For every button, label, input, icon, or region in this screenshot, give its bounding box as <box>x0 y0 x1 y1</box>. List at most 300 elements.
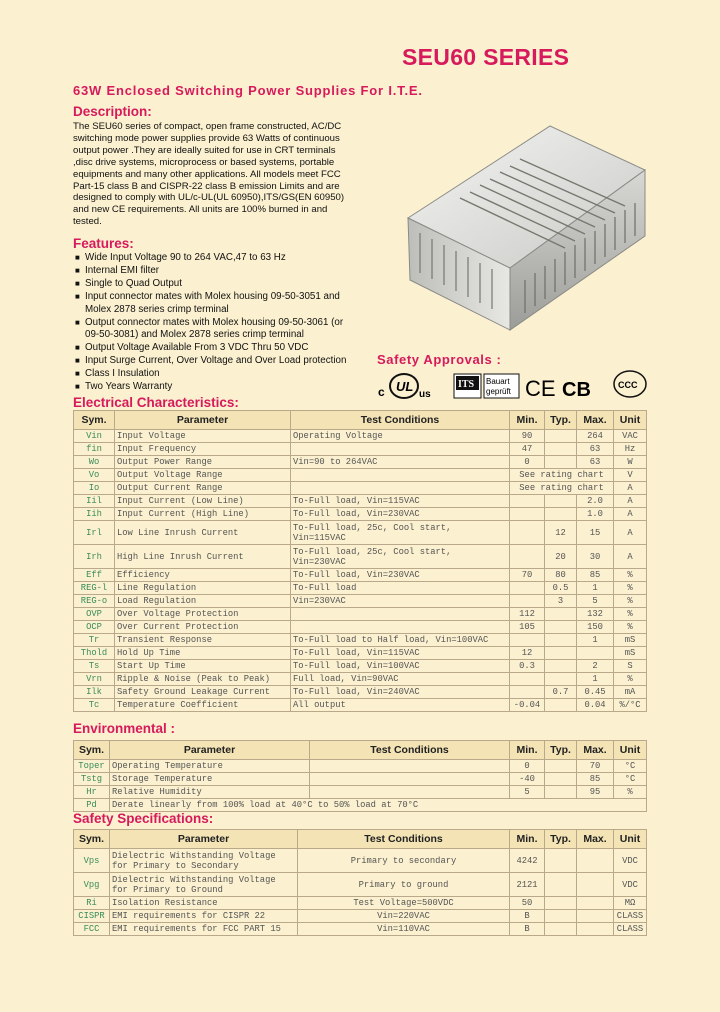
bauart-mark: Bauart <box>486 377 510 386</box>
table-cell: Input Current (High Line) <box>115 508 291 521</box>
table-cell: 20 <box>545 545 577 569</box>
table-cell: To-Full load, 25c, Cool start, Vin=230VAC <box>291 545 510 569</box>
table-cell: FCC <box>74 923 110 936</box>
its-mark: ITS <box>458 379 475 390</box>
description-line: designed to comply with UL/c-UL(UL 60950),ITS/GS(EN 60950) <box>73 192 345 204</box>
table-cell: Pd <box>74 799 110 812</box>
table-cell: To-Full load, Vin=230VAC <box>291 569 510 582</box>
table-row <box>74 495 647 508</box>
table-cell: 12 <box>545 521 577 545</box>
description-heading: Description: <box>73 104 152 119</box>
table-cell <box>577 897 614 910</box>
table-cell: Safety Ground Leakage Current <box>115 686 291 699</box>
column-header: Max. <box>577 411 614 430</box>
table-cell <box>577 849 614 873</box>
column-header: Max. <box>577 741 614 760</box>
table-row <box>74 634 647 647</box>
table-cell: Output Power Range <box>115 456 291 469</box>
table-cell: Over Current Protection <box>115 621 291 634</box>
table-cell: 1 <box>577 582 614 595</box>
description-line: ,disc drive systems, microprocess or based systems, portable <box>73 156 335 168</box>
table-cell <box>545 495 577 508</box>
table-header-row <box>74 830 647 849</box>
column-header: Sym. <box>74 741 110 760</box>
table-cell: °C <box>614 773 647 786</box>
column-header: Typ. <box>545 830 577 849</box>
table-cell <box>510 595 545 608</box>
table-cell: A <box>614 545 647 569</box>
electrical-table <box>73 410 647 712</box>
feature-text: Input connector mates with Molex housing 09-50-3051 and Molex 2878 series crimp terminal <box>85 290 340 315</box>
table-cell <box>545 634 577 647</box>
table-cell: 85 <box>577 569 614 582</box>
table-cell: Vpg <box>74 873 110 897</box>
table-cell: MΩ <box>614 897 647 910</box>
column-header: Unit <box>614 830 647 849</box>
table-cell: 2121 <box>510 873 545 897</box>
table-cell: Input Frequency <box>115 443 291 456</box>
feature-item <box>75 317 346 343</box>
table-header-row <box>74 411 647 430</box>
table-cell <box>577 923 614 936</box>
features-list <box>75 252 346 394</box>
cb-icon: CB <box>562 379 591 401</box>
table-cell: Dielectric Withstanding Voltage for Primary to Secondary <box>110 849 298 873</box>
table-cell: Low Line Inrush Current <box>115 521 291 545</box>
table-cell <box>545 673 577 686</box>
table-cell: Hr <box>74 786 110 799</box>
table-cell: 1 <box>577 673 614 686</box>
table-cell: mS <box>614 634 647 647</box>
bullet-icon: ■ <box>75 253 80 262</box>
feature-text: Output Voltage Available From 3 VDC Thru 50 VDC <box>85 342 309 354</box>
table-cell <box>510 686 545 699</box>
table-cell: Relative Humidity <box>110 786 310 799</box>
ccc-icon <box>614 371 646 397</box>
feature-text: Input Surge Current, Over Voltage and Over Load protection <box>85 355 347 367</box>
table-cell: See rating chart <box>510 482 614 495</box>
table-cell: REG-l <box>74 582 115 595</box>
table-cell: % <box>614 582 647 595</box>
table-row <box>74 799 647 812</box>
table-cell <box>545 873 577 897</box>
table-cell: A <box>614 495 647 508</box>
table-cell: B <box>510 910 545 923</box>
table-row <box>74 430 647 443</box>
description-line: switching mode power supplies provide 63 Watts of continuous <box>73 132 340 144</box>
table-cell: Start Up Time <box>115 660 291 673</box>
table-cell: OCP <box>74 621 115 634</box>
table-cell <box>310 773 510 786</box>
table-cell: Over Voltage Protection <box>115 608 291 621</box>
bullet-icon: ■ <box>75 356 80 366</box>
description-line: tested. <box>73 216 102 228</box>
table-cell: Vin=230VAC <box>291 595 510 608</box>
description-line: equipments and many other applications. All models meet FCC <box>73 168 341 180</box>
table-cell: Hz <box>614 443 647 456</box>
table-cell: Transient Response <box>115 634 291 647</box>
table-cell <box>545 773 577 786</box>
table-cell <box>510 582 545 595</box>
table-cell: 1 <box>577 634 614 647</box>
table-cell: Vin <box>74 430 115 443</box>
table-cell: % <box>614 786 647 799</box>
table-row <box>74 660 647 673</box>
feature-item <box>75 368 346 381</box>
table-cell: 95 <box>577 786 614 799</box>
table-cell <box>510 673 545 686</box>
table-cell <box>545 430 577 443</box>
table-cell <box>545 508 577 521</box>
table-cell: Eff <box>74 569 115 582</box>
table-cell: To-Full load, Vin=240VAC <box>291 686 510 699</box>
table-cell: Iil <box>74 495 115 508</box>
table-row <box>74 482 647 495</box>
description-line: output power .They are ideally suited for use in CRT terminals <box>73 144 336 156</box>
table-cell: 47 <box>510 443 545 456</box>
table-cell <box>291 482 510 495</box>
table-cell: 70 <box>577 760 614 773</box>
table-cell <box>545 647 577 660</box>
table-cell: -0.04 <box>510 699 545 712</box>
table-row <box>74 621 647 634</box>
table-cell: 90 <box>510 430 545 443</box>
table-cell <box>291 608 510 621</box>
table-cell: 105 <box>510 621 545 634</box>
c-mark: c <box>378 385 385 399</box>
table-cell: To-Full load, Vin=115VAC <box>291 495 510 508</box>
table-row <box>74 521 647 545</box>
feature-item <box>75 355 346 368</box>
safety-approvals-heading: Safety Approvals : <box>377 352 502 367</box>
table-cell: Isolation Resistance <box>110 897 298 910</box>
table-cell: Ilk <box>74 686 115 699</box>
table-row <box>74 686 647 699</box>
table-cell: Tstg <box>74 773 110 786</box>
environmental-heading: Environmental : <box>73 721 176 736</box>
table-cell: Operating Voltage <box>291 430 510 443</box>
table-cell: mA <box>614 686 647 699</box>
bauart-geprueft-icon <box>484 374 519 398</box>
bullet-icon: ■ <box>75 278 80 288</box>
table-cell: Primary to ground <box>298 873 510 897</box>
table-cell <box>510 521 545 545</box>
column-header: Min. <box>510 411 545 430</box>
power-supply-photo <box>400 108 650 338</box>
table-cell: 15 <box>577 521 614 545</box>
table-cell: To-Full load, Vin=230VAC <box>291 508 510 521</box>
table-cell: Thold <box>74 647 115 660</box>
table-cell: EMI requirements for CISPR 22 <box>110 910 298 923</box>
table-row <box>74 773 647 786</box>
table-cell: To-Full load, 25c, Cool start, Vin=115VAC <box>291 521 510 545</box>
table-cell: Ts <box>74 660 115 673</box>
table-cell: Hold Up Time <box>115 647 291 660</box>
table-row <box>74 897 647 910</box>
table-cell: S <box>614 660 647 673</box>
table-cell: CLASS <box>614 923 647 936</box>
table-cell: W <box>614 456 647 469</box>
table-cell: 0.5 <box>545 582 577 595</box>
table-row <box>74 647 647 660</box>
ul-c-us-icon <box>378 374 431 400</box>
table-cell <box>545 621 577 634</box>
safety-logos <box>376 369 651 401</box>
table-row <box>74 582 647 595</box>
table-cell <box>577 910 614 923</box>
table-cell: 4242 <box>510 849 545 873</box>
table-cell: V <box>614 469 647 482</box>
table-cell: Ri <box>74 897 110 910</box>
table-cell: Primary to secondary <box>298 849 510 873</box>
table-cell: 150 <box>577 621 614 634</box>
ce-icon: CE <box>525 376 556 401</box>
features-heading: Features: <box>73 236 134 251</box>
table-cell: Irl <box>74 521 115 545</box>
table-cell: 80 <box>545 569 577 582</box>
table-cell <box>510 634 545 647</box>
feature-text: Single to Quad Output <box>85 277 182 289</box>
table-row <box>74 456 647 469</box>
table-cell: 70 <box>510 569 545 582</box>
table-row <box>74 469 647 482</box>
table-cell: Toper <box>74 760 110 773</box>
table-cell <box>510 495 545 508</box>
table-cell: % <box>614 621 647 634</box>
geprueft-mark: geprüft <box>486 387 511 396</box>
bullet-icon: ■ <box>75 343 80 353</box>
table-cell: 132 <box>577 608 614 621</box>
table-cell: 0.3 <box>510 660 545 673</box>
table-cell: % <box>614 595 647 608</box>
table-cell: 112 <box>510 608 545 621</box>
table-cell: To-Full load to Half load, Vin=100VAC <box>291 634 510 647</box>
page-subtitle: 63W Enclosed Switching Power Supplies For I.T.E. <box>73 83 423 98</box>
column-header: Test Conditions <box>291 411 510 430</box>
table-cell <box>545 849 577 873</box>
table-cell: Dielectric Withstanding Voltage for Primary to Ground <box>110 873 298 897</box>
table-cell <box>545 660 577 673</box>
table-cell: mS <box>614 647 647 660</box>
table-cell: Load Regulation <box>115 595 291 608</box>
safety-specs-heading: Safety Specifications: <box>73 811 214 826</box>
table-row <box>74 595 647 608</box>
table-cell: Full load, Vin=90VAC <box>291 673 510 686</box>
table-cell: CISPR <box>74 910 110 923</box>
table-cell: Efficiency <box>115 569 291 582</box>
feature-text: Two Years Warranty <box>85 381 173 393</box>
table-cell: 63 <box>577 443 614 456</box>
table-cell: Vrn <box>74 673 115 686</box>
table-cell: Iih <box>74 508 115 521</box>
table-cell: 63 <box>577 456 614 469</box>
table-row <box>74 608 647 621</box>
table-cell: °C <box>614 760 647 773</box>
bullet-icon: ■ <box>75 317 80 327</box>
table-cell: VAC <box>614 430 647 443</box>
table-cell <box>545 699 577 712</box>
table-row <box>74 923 647 936</box>
column-header: Max. <box>577 830 614 849</box>
table-cell: % <box>614 673 647 686</box>
table-cell <box>577 647 614 660</box>
table-cell: REG-o <box>74 595 115 608</box>
description-line: Part-15 class B and CISPR-22 class B emission Limits and are <box>73 180 340 192</box>
table-cell: 0 <box>510 456 545 469</box>
table-cell: Test Voltage=500VDC <box>298 897 510 910</box>
table-cell <box>545 923 577 936</box>
table-cell: Irh <box>74 545 115 569</box>
table-cell <box>545 910 577 923</box>
description-line: The SEU60 series of compact, open frame constructed, AC/DC <box>73 121 342 132</box>
its-icon <box>454 374 481 398</box>
column-header: Test Conditions <box>310 741 510 760</box>
feature-item <box>75 342 346 355</box>
table-cell <box>577 873 614 897</box>
table-cell: All output <box>291 699 510 712</box>
feature-text: Output connector mates with Molex housing 09-50-3061 (or 09-50-3081) and Molex 2878 series crimp terminal <box>85 316 344 341</box>
bullet-icon: ■ <box>75 369 80 379</box>
table-cell: Vin=90 to 264VAC <box>291 456 510 469</box>
table-cell <box>291 443 510 456</box>
safety-specs-table <box>73 829 647 936</box>
table-cell <box>510 508 545 521</box>
table-row <box>74 545 647 569</box>
table-cell <box>545 608 577 621</box>
column-header: Unit <box>614 741 647 760</box>
table-cell: Wo <box>74 456 115 469</box>
column-header: Parameter <box>110 830 298 849</box>
table-cell: %/°C <box>614 699 647 712</box>
table-cell: Ripple & Noise (Peak to Peak) <box>115 673 291 686</box>
table-row <box>74 786 647 799</box>
table-cell: Tc <box>74 699 115 712</box>
table-row <box>74 508 647 521</box>
table-cell: Tr <box>74 634 115 647</box>
table-cell: OVP <box>74 608 115 621</box>
column-header: Sym. <box>74 411 115 430</box>
table-cell: Io <box>74 482 115 495</box>
table-cell: 0.04 <box>577 699 614 712</box>
table-cell <box>545 760 577 773</box>
table-row <box>74 849 647 873</box>
table-cell: See rating chart <box>510 469 614 482</box>
table-cell: Operating Temperature <box>110 760 310 773</box>
table-cell <box>310 760 510 773</box>
table-cell: Line Regulation <box>115 582 291 595</box>
table-cell: 0.7 <box>545 686 577 699</box>
table-cell: EMI requirements for FCC PART 15 <box>110 923 298 936</box>
table-cell: 5 <box>510 786 545 799</box>
bullet-icon: ■ <box>75 382 80 392</box>
table-cell: Vin=110VAC <box>298 923 510 936</box>
table-row <box>74 443 647 456</box>
table-cell: A <box>614 521 647 545</box>
environmental-table <box>73 740 647 812</box>
table-row <box>74 569 647 582</box>
table-cell: VDC <box>614 849 647 873</box>
table-cell: Output Voltage Range <box>115 469 291 482</box>
table-row <box>74 910 647 923</box>
table-cell: 50 <box>510 897 545 910</box>
table-cell: B <box>510 923 545 936</box>
table-cell: Vo <box>74 469 115 482</box>
feature-item <box>75 278 346 291</box>
table-cell: % <box>614 569 647 582</box>
table-cell: 0.45 <box>577 686 614 699</box>
table-cell: 2 <box>577 660 614 673</box>
table-cell <box>291 469 510 482</box>
feature-item <box>75 381 346 394</box>
feature-item <box>75 252 346 265</box>
table-cell: Vin=220VAC <box>298 910 510 923</box>
table-cell <box>510 545 545 569</box>
table-cell <box>310 786 510 799</box>
table-cell: 85 <box>577 773 614 786</box>
table-cell: VDC <box>614 873 647 897</box>
table-cell: A <box>614 482 647 495</box>
column-header: Parameter <box>115 411 291 430</box>
table-cell: High Line Inrush Current <box>115 545 291 569</box>
table-cell: To-Full load, Vin=115VAC <box>291 647 510 660</box>
table-cell: 0 <box>510 760 545 773</box>
feature-text: Internal EMI filter <box>85 264 160 276</box>
table-cell: 264 <box>577 430 614 443</box>
description-text <box>73 121 358 228</box>
feature-text: Wide Input Voltage 90 to 264 VAC,47 to 63 Hz <box>85 252 286 263</box>
feature-item <box>75 291 346 317</box>
table-cell: % <box>614 608 647 621</box>
table-cell: Derate linearly from 100% load at 40°C to 50% load at 70°C <box>110 799 647 812</box>
table-row <box>74 673 647 686</box>
table-cell: 30 <box>577 545 614 569</box>
table-cell <box>545 897 577 910</box>
column-header: Sym. <box>74 830 110 849</box>
column-header: Parameter <box>110 741 310 760</box>
table-cell <box>545 443 577 456</box>
bullet-icon: ■ <box>75 291 80 301</box>
column-header: Typ. <box>545 411 577 430</box>
column-header: Unit <box>614 411 647 430</box>
table-cell: Temperature Coefficient <box>115 699 291 712</box>
table-cell: Input Current (Low Line) <box>115 495 291 508</box>
table-cell: A <box>614 508 647 521</box>
table-cell <box>545 456 577 469</box>
feature-text: Class I Insulation <box>85 368 160 380</box>
ul-mark: UL <box>396 379 414 394</box>
table-cell: 2.0 <box>577 495 614 508</box>
ccc-mark: CCC <box>618 380 638 390</box>
table-cell: Input Voltage <box>115 430 291 443</box>
table-cell: To-Full load, Vin=100VAC <box>291 660 510 673</box>
column-header: Typ. <box>545 741 577 760</box>
feature-item <box>75 265 346 278</box>
table-cell: Vps <box>74 849 110 873</box>
table-cell: 5 <box>577 595 614 608</box>
description-line: and new CE requirements. All units are 100% burned in and <box>73 204 328 216</box>
table-cell: 3 <box>545 595 577 608</box>
table-cell <box>291 621 510 634</box>
bullet-icon: ■ <box>75 265 80 275</box>
electrical-heading: Electrical Characteristics: <box>73 395 239 410</box>
table-cell: fin <box>74 443 115 456</box>
table-row <box>74 699 647 712</box>
table-row <box>74 760 647 773</box>
table-cell: Storage Temperature <box>110 773 310 786</box>
column-header: Test Conditions <box>298 830 510 849</box>
table-cell: 1.0 <box>577 508 614 521</box>
table-cell: 12 <box>510 647 545 660</box>
